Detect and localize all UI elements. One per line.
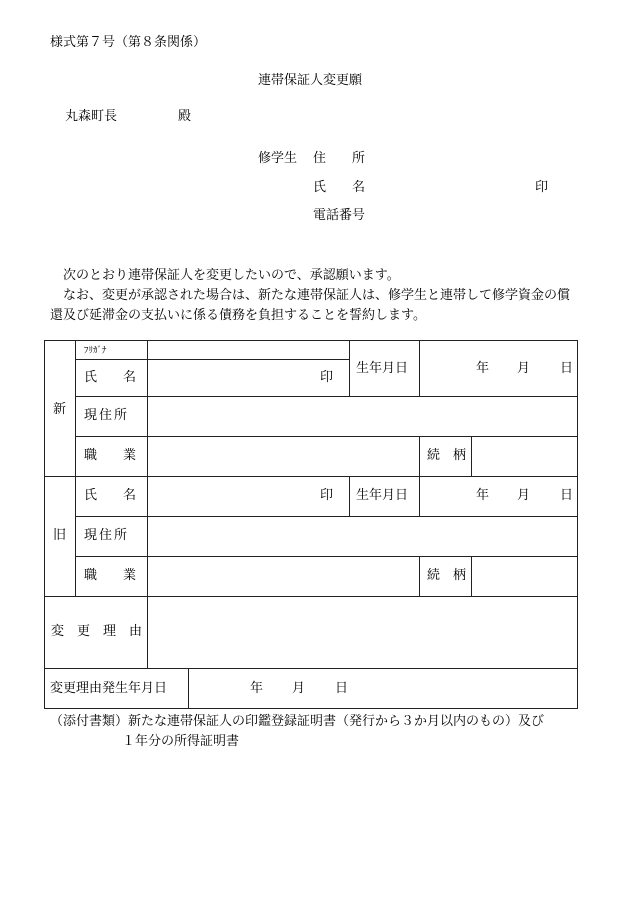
form-number: 様式第７号（第８条関係） [50,35,207,50]
attachment-line-1: （添付書類）新たな連帯保証人の印鑑登録証明書（発行から３か月以内のもの）及び [50,714,545,729]
applicant-phone-label: 電話番号 [313,208,366,223]
new-section-label: 新 [53,402,67,417]
old-relationship-label: 続 柄 [427,568,467,583]
new-seal-mark: 印 [320,370,334,385]
new-birth-month-label: 月 [517,361,531,376]
old-birth-month-label: 月 [517,488,531,503]
new-birth-day-label: 日 [560,361,574,376]
new-address-label: 現住所 [84,408,130,423]
reason-month-label: 月 [292,681,306,696]
applicant-name-label: 氏 名 [313,180,366,195]
old-section-label: 旧 [53,528,67,543]
reason-day-label: 日 [335,681,349,696]
new-birthdate-label: 生年月日 [356,361,409,376]
new-birth-year-label: 年 [476,361,490,376]
old-birth-year-label: 年 [476,488,490,503]
attachment-note [50,712,544,752]
addressee: 丸森町長 [65,109,118,124]
addressee-honorific: 殿 [178,109,192,124]
applicant-seal-mark: 印 [535,180,549,195]
old-name-label: 氏 名 [84,488,137,503]
furigana-label: ﾌﾘｶﾞﾅ [84,346,107,356]
reason-year-label: 年 [250,681,264,696]
attachment-line-2: １年分の所得証明書 [122,734,240,749]
request-text [50,266,582,326]
new-occupation-label: 職 業 [84,448,137,463]
applicant-role-label: 修学生 [258,151,298,166]
paragraph-pledge: なお、変更が承認された場合は、新たな連帯保証人は、修学生と連帯して修学資金の償還及び延滞金の支払いに係る債務を負担することを誓約します。 [50,288,571,323]
old-occupation-label: 職 業 [84,568,137,583]
old-birthdate-label: 生年月日 [356,488,409,503]
old-seal-mark: 印 [320,488,334,503]
new-name-label: 氏 名 [84,370,137,385]
applicant-address-label: 住 所 [313,151,366,166]
paragraph-request: 次のとおり連帯保証人を変更したいので、承認願います。 [63,268,400,283]
new-relationship-label: 続 柄 [427,448,467,463]
old-address-label: 現住所 [84,528,130,543]
old-birth-day-label: 日 [560,488,574,503]
document-title: 連帯保証人変更願 [258,73,363,88]
reason-date-label: 変更理由発生年月日 [50,681,168,696]
change-reason-label: 変 更 理 由 [51,624,143,639]
